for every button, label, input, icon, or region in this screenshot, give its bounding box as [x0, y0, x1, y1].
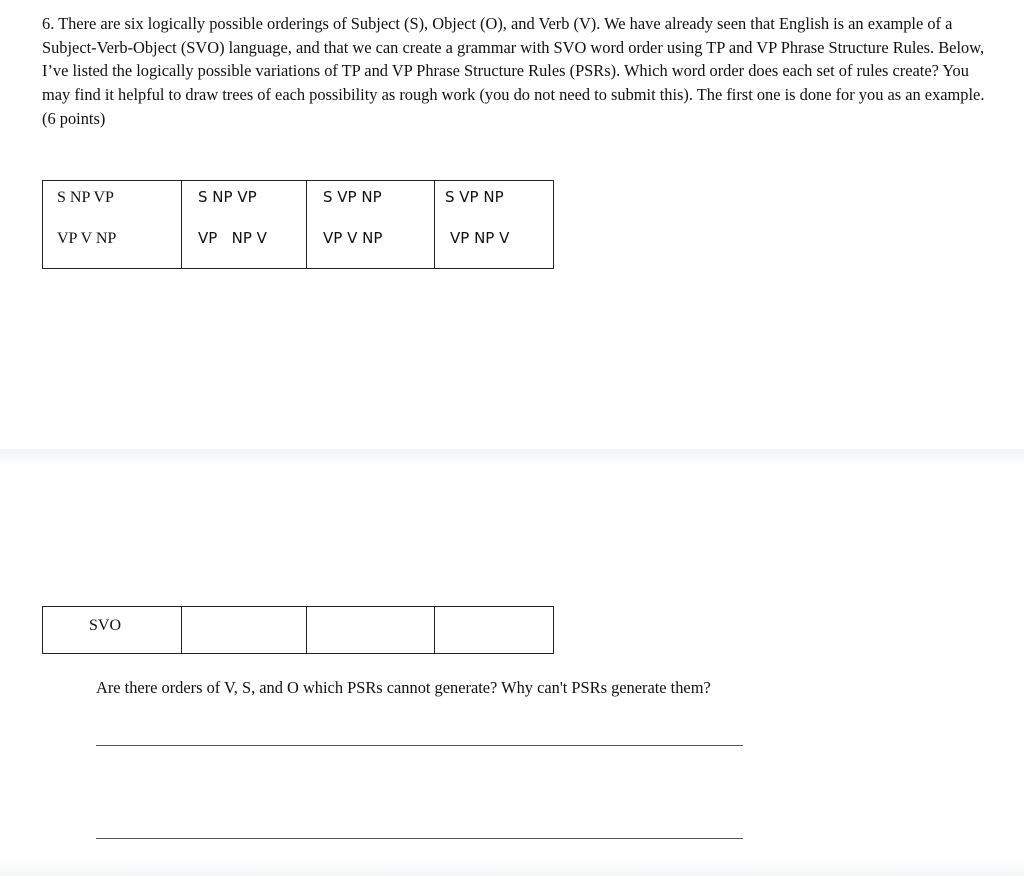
- vp-rule: VP NP V: [450, 229, 510, 247]
- tp-rule: S VP NP: [445, 188, 504, 206]
- psr-rules-table: [42, 180, 554, 269]
- followup-question: Are there orders of V, S, and O which PSRs cannot generate? Why can't PSRs generate them?: [96, 678, 711, 697]
- vp-rule: VP V NP: [57, 230, 117, 247]
- word-order-answer-table: [42, 606, 554, 654]
- rules-cell-2: [182, 181, 307, 269]
- answer-cell-1: [43, 607, 182, 654]
- answer-cell-4[interactable]: [435, 607, 554, 654]
- rules-cell-3: [307, 181, 435, 269]
- answer-cell-3[interactable]: [307, 607, 435, 654]
- tp-rule: S NP VP: [198, 188, 257, 206]
- answer-cell-2[interactable]: [182, 607, 307, 654]
- page-bottom-shadow: [0, 858, 1024, 876]
- rules-cell-1: [43, 181, 182, 269]
- answer-text: SVO: [89, 617, 122, 634]
- tp-rule: S NP VP: [57, 189, 114, 206]
- answer-line-2[interactable]: [96, 838, 743, 839]
- question-text: 6. There are six logically possible orderings of Subject (S), Object (O), and Verb (V). We have already seen that English is an example of a Subject-Verb-Object (SVO) language, and that we can create a grammar with SVO word order using TP and VP Phrase Structure Rules. Below, I’ve listed the logically possible variations of TP and VP Phrase Structure Rules (PSRs). Which word order does each set of rules create? You may find it helpful to draw trees of each possibility as rough work (you do not need to submit this). The first one is done for you as an example. (6 points): [42, 14, 985, 128]
- vp-rule: VP NP V: [198, 229, 267, 247]
- tp-rule: S VP NP: [323, 188, 382, 206]
- answer-line-1[interactable]: [96, 745, 743, 746]
- rules-cell-4: [435, 181, 554, 269]
- page-break: [0, 449, 1024, 465]
- vp-rule: VP V NP: [323, 229, 383, 247]
